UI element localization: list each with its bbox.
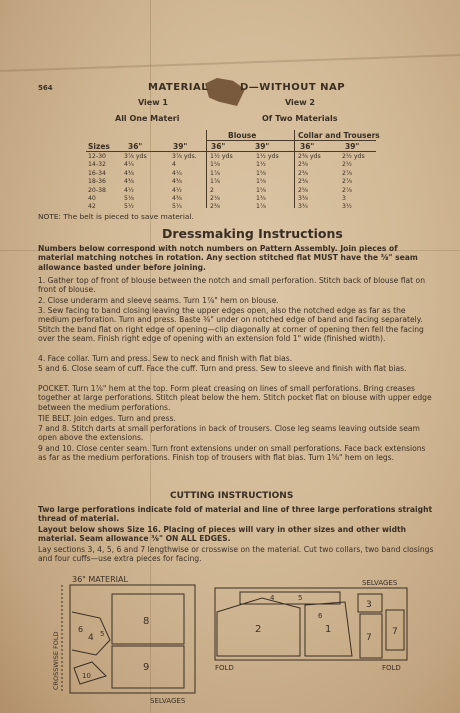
cutting-intro: Two large perforations indicate fold of material and line of three large perforations straight thread of material.: [38, 505, 433, 524]
sizes-header: Sizes: [88, 142, 110, 151]
table-cell: 1½ yds: [210, 153, 233, 160]
collar-39-header: 39": [345, 142, 360, 151]
step-9-10: 9 and 10. Close center seam. Turn front extensions under on small perforations. Face back extensions as far as the medium perforations. Finish top of trousers with flat bias. Turn 1⅝" hem on legs.: [38, 444, 426, 463]
table-cell: 1½ yds: [256, 153, 279, 160]
crosswise-fold-label: CROSSWISE FOLD: [52, 631, 60, 690]
table-cell: 2⅞: [342, 169, 352, 177]
table-cell: 2⅞: [342, 178, 352, 186]
selvages-left-label: SELVAGES: [150, 697, 186, 705]
step-5-6: 5 and 6. Close seam of cuff. Face the cuff. Turn and press. Sew to sleeve and finish with flat bias.: [38, 364, 407, 373]
dressmaking-title: Dressmaking Instructions: [162, 226, 343, 241]
piece-5-label: 5: [100, 630, 105, 638]
step-2: 2. Close underarm and sleeve seams. Turn 1⅞" hem on blouse.: [38, 296, 279, 305]
table-cell: 2½ yds: [342, 153, 365, 160]
table-cell: 3½: [342, 203, 352, 211]
table-cell: 16-34: [88, 169, 106, 177]
fold-left-label: FOLD: [215, 664, 234, 672]
tie-belt-step: TIE BELT. Join edges. Turn and press.: [38, 414, 176, 423]
piece-6b-label: 6: [318, 612, 323, 620]
table-cell: 4¼: [172, 169, 182, 177]
table-cell: 2⅜: [298, 178, 308, 186]
collar-trousers-header: Collar and Trousers: [298, 131, 380, 140]
step-3: 3. Sew facing to band closing leaving the upper edges open, also the notched edge as far as the medium perforation. Turn and press. Baste ⅜" under on notched edge of band and facing separately. Stitch the band flat on right edge of opening—clip diagonally at corner of opening then fell the facing over the seam. Finish right edge of opening with an extension fold 1" wide (finished width).: [38, 306, 424, 344]
material-note: NOTE: The belt is pieced to save material.: [38, 212, 194, 221]
cutting-lay: Lay sections 3, 4, 5, 6 and 7 lengthwise or crosswise on the material. Cut two collars, two band closings and four cuffs—use extra pieces for facing.: [38, 545, 434, 564]
view2-subtitle: Of Two Materials: [262, 114, 338, 123]
piece-7b-label: 7: [392, 627, 398, 637]
v1-36-header: 36": [128, 142, 143, 151]
blouse-header: Blouse: [228, 131, 257, 140]
view2-label: View 2: [285, 98, 315, 107]
table-cell: 2⅞: [342, 186, 352, 194]
table-cell: 2½: [342, 161, 352, 169]
table-cell: 1⅝: [256, 169, 266, 177]
header-title-left: MATERIAL: [148, 82, 209, 93]
piece-9-label: 9: [143, 662, 150, 673]
table-cell: 5⅛: [124, 195, 134, 203]
piece-1-label: 1: [325, 624, 332, 635]
table-cell: 3⅞ yds.: [172, 153, 197, 160]
table-cell: 4¼: [124, 161, 134, 169]
selvages-right-label: SELVAGES: [362, 579, 398, 587]
piece-2-label: 2: [255, 624, 262, 635]
band-strip-outline: [240, 592, 340, 604]
step-4: 4. Face collar. Turn and press. Sew to neck and finish with flat bias.: [38, 354, 293, 363]
table-cell: 42: [88, 203, 96, 211]
table-cell: 20-38: [88, 186, 106, 194]
table-cell: 4: [172, 161, 176, 169]
view1-label: View 1: [138, 98, 168, 107]
blouse-39-header: 39": [255, 142, 270, 151]
table-cell: 3: [342, 195, 346, 203]
table-cell: 3⅜: [298, 195, 308, 203]
table-cell: 2⅜: [298, 169, 308, 177]
blouse-36-header: 36": [211, 142, 226, 151]
dressmaking-intro: Numbers below correspond with notch numbers on Pattern Assembly. Join pieces of material matching notches in rotation. Any section stitched flat MUST have the ⅜" seam allowance basted under before joining.: [38, 244, 418, 272]
piece-6-label: 6: [78, 625, 84, 634]
table-cell: 2⅜: [210, 203, 220, 211]
table-cell: 2⅜ yds: [298, 153, 321, 160]
pocket-step: POCKET. Turn 1⅞" hem at the top. Form pleat creasing on lines of small perforations. Bring creases together at large perforations. Stitch pleat below the hem. Stitch pocket flat on blouse with upper edge between the medium perforations.: [38, 384, 432, 412]
table-cell: 1⅞: [210, 178, 220, 186]
step-1: 1. Gather top of front of blouse between the notch and small perforation. Stitch back of blouse flat on front of blouse.: [38, 276, 426, 295]
table-cell: 1⅝: [210, 161, 220, 169]
table-cell: 4½: [172, 186, 182, 194]
right-material-outline: [215, 588, 407, 660]
table-cell: 1⅝: [256, 178, 266, 186]
table-cell: 12-30: [88, 153, 106, 160]
table-cell: 4½: [124, 186, 134, 194]
cutting-title: CUTTING INSTRUCTIONS: [170, 491, 294, 501]
view1-subtitle: All One Materi: [115, 114, 180, 123]
table-cell: 1½: [256, 161, 266, 169]
page-number: 564: [38, 84, 53, 92]
table-cell: 2⅝: [298, 186, 308, 194]
table-cell: 2⅜: [298, 161, 308, 169]
piece-4-label: 4: [88, 633, 94, 643]
table-cell: 18-36: [88, 178, 106, 186]
table-cell: 5½: [124, 203, 134, 211]
table-cell: 1⅞: [256, 203, 266, 211]
table-cell: 40: [88, 195, 96, 203]
table-cell: 5¼: [172, 203, 182, 211]
piece-8-label: 8: [143, 616, 150, 627]
collar-36-header: 36": [300, 142, 315, 151]
table-cell: 4⅜: [172, 195, 182, 203]
table-cell: 2⅛: [210, 195, 220, 203]
table-cell: 4⅜: [172, 178, 182, 186]
fold-right-label: FOLD: [382, 664, 401, 672]
piece-7a-label: 7: [366, 633, 372, 643]
table-cell: 1⅞: [210, 169, 220, 177]
piece-4b-label: 4: [270, 594, 275, 602]
material-label: 36" MATERIAL: [72, 575, 128, 584]
piece-5b-label: 5: [298, 594, 303, 602]
table-cell: 3⅞ yds: [124, 153, 147, 160]
table-cell: 4⅜: [124, 178, 134, 186]
table-cell: 14-32: [88, 161, 106, 169]
table-cell: 1¾: [256, 195, 266, 203]
piece-3-label: 3: [366, 600, 372, 610]
table-cell: 2: [210, 186, 214, 194]
table-cell: 1⅝: [256, 186, 266, 194]
table-cell: 4⅜: [124, 169, 134, 177]
piece-10-label: 10: [82, 672, 91, 680]
v1-39-header: 39": [173, 142, 188, 151]
header-title-right: D—WITHOUT NAP: [240, 82, 346, 93]
cutting-layout: Layout below shows Size 16. Placing of pieces will vary in other sizes and other width material. Seam allowance ⅜" ON ALL EDGES.: [38, 525, 407, 544]
table-cell: 3¾: [298, 203, 308, 211]
step-7-8: 7 and 8. Stitch darts at small perforations in back of trousers. Close leg seams leaving outside seam open above the extensions.: [38, 424, 420, 443]
